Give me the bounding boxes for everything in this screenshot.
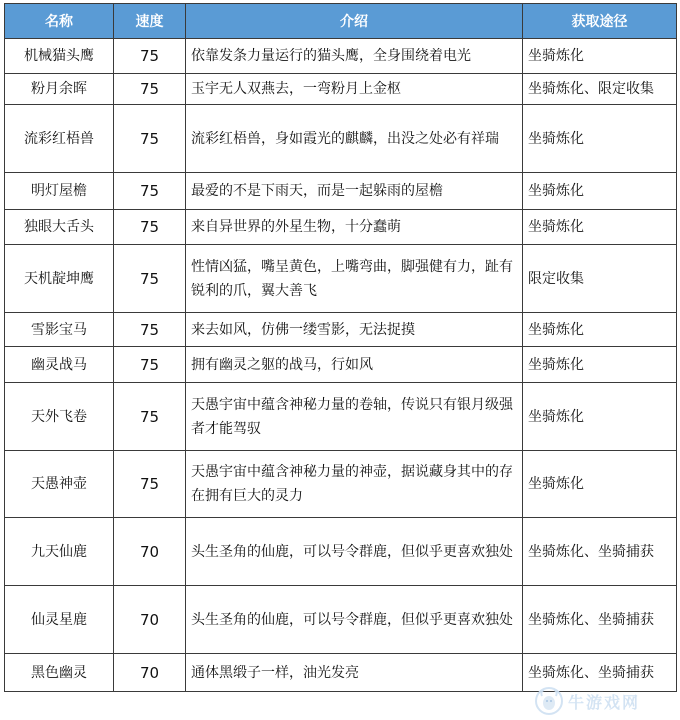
header-name: 名称 xyxy=(5,4,114,39)
source-cell: 坐骑炼化 xyxy=(523,383,677,451)
header-source: 获取途径 xyxy=(523,4,677,39)
table-row xyxy=(5,74,677,105)
description-cell: 最爱的不是下雨天，而是一起躲雨的屋檐 xyxy=(186,173,523,210)
watermark-text: 牛游戏网 xyxy=(568,692,641,712)
speed-cell: 75 xyxy=(114,105,186,173)
speed-cell: 70 xyxy=(114,518,186,586)
source-cell: 坐骑炼化 xyxy=(523,39,677,74)
description-cell: 拥有幽灵之躯的战马，行如风 xyxy=(186,347,523,383)
table-row xyxy=(5,245,677,313)
mount-name-cell: 明灯屋檐 xyxy=(5,173,114,210)
speed-cell: 75 xyxy=(114,245,186,313)
table-row xyxy=(5,210,677,245)
speed-cell: 75 xyxy=(114,383,186,451)
description-cell: 玉宇无人双燕去，一弯粉月上金枢 xyxy=(186,74,523,105)
source-cell: 坐骑炼化 xyxy=(523,347,677,383)
speed-cell: 75 xyxy=(114,313,186,347)
table-row xyxy=(5,518,677,586)
description-cell: 依靠发条力量运行的猫头鹰，全身围绕着电光 xyxy=(186,39,523,74)
mount-name-cell: 天机靛坤鹰 xyxy=(5,245,114,313)
mount-name-cell: 天外飞卷 xyxy=(5,383,114,451)
mount-table-container xyxy=(4,3,677,692)
table-row xyxy=(5,451,677,518)
description-cell: 通体黑缎子一样，油光发亮 xyxy=(186,654,523,692)
description-cell: 来自异世界的外星生物，十分蠢萌 xyxy=(186,210,523,245)
mount-name-cell: 机械猫头鹰 xyxy=(5,39,114,74)
table-row xyxy=(5,39,677,74)
source-cell: 坐骑炼化、坐骑捕获 xyxy=(523,586,677,654)
mount-name-cell: 粉月余晖 xyxy=(5,74,114,105)
source-cell: 坐骑炼化 xyxy=(523,451,677,518)
mount-name-cell: 雪影宝马 xyxy=(5,313,114,347)
description-cell: 天愚宇宙中蕴含神秘力量的神壶，据说藏身其中的存在拥有巨大的灵力 xyxy=(186,451,523,518)
speed-cell: 75 xyxy=(114,210,186,245)
mount-name-cell: 幽灵战马 xyxy=(5,347,114,383)
table-row xyxy=(5,173,677,210)
speed-cell: 75 xyxy=(114,451,186,518)
source-cell: 限定收集 xyxy=(523,245,677,313)
table-body xyxy=(5,39,677,692)
description-cell: 来去如风，仿佛一缕雪影，无法捉摸 xyxy=(186,313,523,347)
source-cell: 坐骑炼化、限定收集 xyxy=(523,74,677,105)
table-row xyxy=(5,105,677,173)
mount-name-cell: 天愚神壶 xyxy=(5,451,114,518)
site-watermark xyxy=(534,682,680,720)
description-cell: 天愚宇宙中蕴含神秘力量的卷轴，传说只有银月级强者才能驾驭 xyxy=(186,383,523,451)
mount-table xyxy=(4,3,677,692)
table-row xyxy=(5,586,677,654)
mount-name-cell: 独眼大舌头 xyxy=(5,210,114,245)
table-row xyxy=(5,347,677,383)
source-cell: 坐骑炼化、坐骑捕获 xyxy=(523,518,677,586)
header-description: 介绍 xyxy=(186,4,523,39)
table-header-row xyxy=(5,4,677,39)
speed-cell: 75 xyxy=(114,74,186,105)
source-cell: 坐骑炼化、坐骑捕获 xyxy=(523,654,677,692)
speed-cell: 75 xyxy=(114,347,186,383)
speed-cell: 75 xyxy=(114,39,186,74)
description-cell: 流彩红梧兽，身如霞光的麒麟，出没之处必有祥瑞 xyxy=(186,105,523,173)
speed-cell: 70 xyxy=(114,654,186,692)
table-row xyxy=(5,383,677,451)
mount-name-cell: 黑色幽灵 xyxy=(5,654,114,692)
mount-name-cell: 流彩红梧兽 xyxy=(5,105,114,173)
mount-name-cell: 九天仙鹿 xyxy=(5,518,114,586)
source-cell: 坐骑炼化 xyxy=(523,173,677,210)
goat-logo-icon xyxy=(534,686,564,716)
description-cell: 头生圣角的仙鹿，可以号令群鹿，但似乎更喜欢独处 xyxy=(186,518,523,586)
speed-cell: 75 xyxy=(114,173,186,210)
mount-name-cell: 仙灵星鹿 xyxy=(5,586,114,654)
source-cell: 坐骑炼化 xyxy=(523,313,677,347)
header-speed: 速度 xyxy=(114,4,186,39)
speed-cell: 70 xyxy=(114,586,186,654)
table-row xyxy=(5,313,677,347)
source-cell: 坐骑炼化 xyxy=(523,105,677,173)
description-cell: 头生圣角的仙鹿，可以号令群鹿，但似乎更喜欢独处 xyxy=(186,586,523,654)
source-cell: 坐骑炼化 xyxy=(523,210,677,245)
description-cell: 性情凶猛，嘴呈黄色，上嘴弯曲，脚强健有力，趾有锐利的爪，翼大善飞 xyxy=(186,245,523,313)
